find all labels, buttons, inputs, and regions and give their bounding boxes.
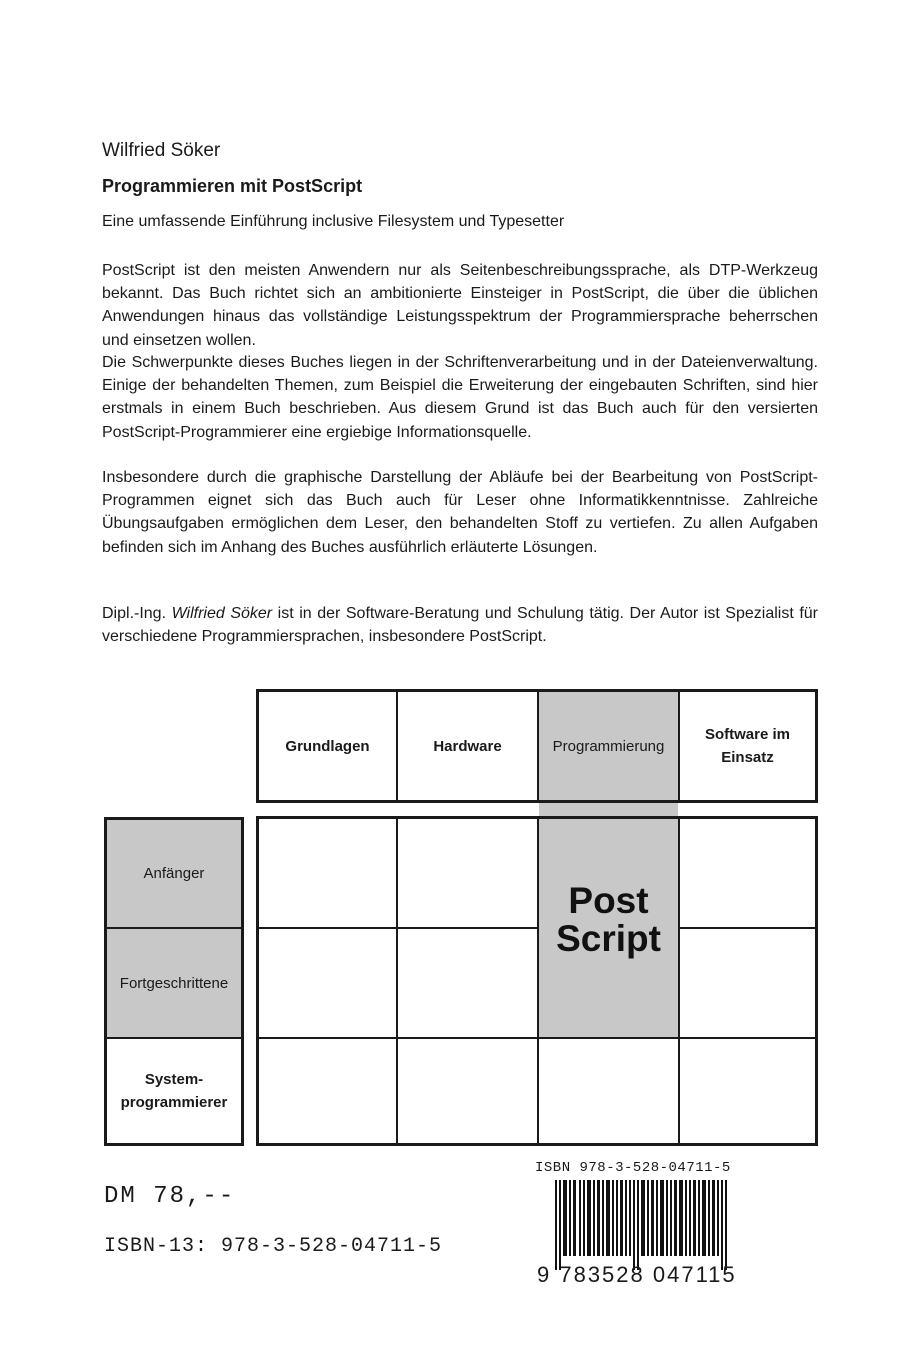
description-paragraph-2: Die Schwerpunkte dieses Buches liegen in der Schriftenverarbeitung und in der Dateienverwaltung. Einige der behandelten Themen, zum Beispiel die Erweiterung der eingebauten Schriften, sind hier erstmals in einem Buch beschrieben. Aus diesem Grund ist das Buch auch für den versierten PostScript-Programmierer eine ergiebige Informationsquelle. [102,354,818,441]
barcode-digits: 9 783528 047115 [537,1262,737,1287]
header-divider [396,692,398,800]
header-cell-hardware [398,692,537,800]
row-divider [107,927,241,929]
header-label-hardware: Hardware [433,737,502,755]
header-divider [537,692,539,800]
bio-prefix: Dipl.-Ing. [102,605,167,622]
description-paragraph-3: Insbesondere durch die graphische Darstellung der Abläufe bei der Bearbeitung von PostScript-Programmen eignet sich das Buch auch für Leser ohne Informatikkenntnisse. Zahlreiche Übungsaufgaben ermöglichen dem Leser, den behandelten Stoff zu vertiefen. Zu allen Aufgaben befinden sich im Anhang des Buches ausführlich erläuterte Lösungen. [102,469,818,556]
column-connector [539,803,678,816]
barcode-icon [533,1180,753,1270]
barcode-isbn-text: ISBN 978-3-528-04711-5 [535,1160,731,1176]
header-label-programmierung: Programmierung [552,737,665,755]
book-subtitle: Eine umfassende Einführung inclusive Filesystem und Typesetter [102,213,565,230]
header-cell-grundlagen [259,692,396,800]
isbn-13: ISBN-13: 978-3-528-04711-5 [104,1235,443,1258]
row-label-fortgeschrittene: Fortgeschrittene [119,974,229,992]
row-divider [107,1037,241,1039]
header-label-software: Software im Einsatz [704,726,791,766]
row-cell-fortgeschrittene [107,929,241,1037]
price: DM 78,-- [104,1183,236,1210]
description-paragraph-1: PostScript ist den meisten Anwendern nur als Seitenbeschreibungssprache, als DTP-Werkzeug bekannt. Das Buch richtet sich an ambitionierte Einsteiger in PostScript, die über die üblichen Anwendungen hinaus das vollständige Leistungsspektrum der Programmiersprache beherrschen und einsetzen wollen. [102,262,818,349]
grid-divider [537,819,539,1143]
row-cell-systemprogrammierer [107,1039,241,1143]
grid-divider [678,819,680,1143]
bio-author-name: Wilfried Söker [171,605,273,622]
row-label-anfaenger: Anfänger [143,865,205,882]
postscript-label-line1: Post [568,880,649,921]
grid-divider [396,819,398,1143]
author-bio [102,602,818,648]
book-title: Programmieren mit PostScript [102,176,363,196]
bio-text: ist in der Software-Beratung und Schulung tätig. Der Autor ist Spezialist für verschiedene Programmiersprachen, insbesondere PostScript. [102,605,819,646]
grid-divider [259,927,537,929]
row-cell-anfaenger [107,820,241,927]
author-name: Wilfried Söker [102,140,221,161]
postscript-label [539,882,678,958]
postscript-label-line2: Script [556,918,661,959]
row-label-systemprogrammierer: System-programmierer [120,1071,228,1111]
header-cell-programmierung [539,692,678,800]
grid-divider [259,1037,815,1039]
grid-divider [680,927,815,929]
header-divider [678,692,680,800]
header-cell-software [680,692,815,800]
header-label-grundlagen: Grundlagen [285,737,370,755]
